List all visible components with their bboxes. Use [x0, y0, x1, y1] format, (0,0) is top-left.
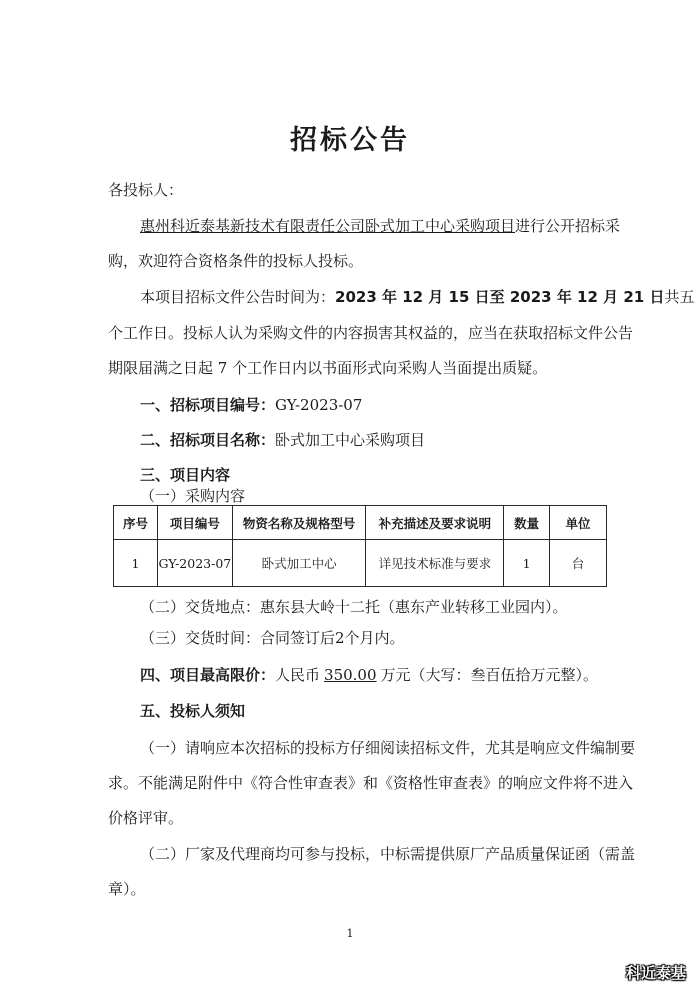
header-item-name: 物资名称及规格型号 — [232, 506, 366, 540]
cell-serial: 1 — [114, 540, 158, 587]
section-1 — [140, 395, 362, 415]
project-name: 惠州科近泰基新技术有限责任公司卧式加工中心采购项目 — [140, 217, 516, 235]
notice-item-1-line-3: 价格评审。 — [108, 809, 184, 827]
section-2 — [140, 430, 425, 450]
section-4 — [140, 665, 598, 685]
notice-dates: 2023 年 12 月 15 日至 2023 年 12 月 21 日 — [335, 288, 665, 306]
salutation: 各投标人： — [108, 181, 184, 199]
header-project-number: 项目编号 — [157, 506, 232, 540]
section-1-label: 一、招标项目编号： — [140, 396, 276, 414]
notice-item-1-line-1: （一）请响应本次招标的投标方仔细阅读招标文件，尤其是响应文件编制要 — [140, 739, 636, 757]
section-3-heading: 三、项目内容 — [140, 466, 231, 484]
cell-project-number: GY-2023-07 — [157, 540, 232, 587]
notice-line-3: 期限届满之日起 7 个工作日内以书面形式向采购人当面提出质疑。 — [108, 359, 548, 377]
price-amount: 350.00 — [324, 666, 377, 684]
notice-item-2-line-2: 章）。 — [108, 880, 146, 898]
notice-prefix: 本项目招标文件公告时间为： — [140, 288, 336, 306]
header-quantity: 数量 — [504, 506, 550, 540]
notice-suffix: 共五 — [664, 288, 695, 306]
document-title: 招标公告 — [290, 125, 410, 156]
table-row — [114, 540, 607, 587]
section-5-heading: 五、投标人须知 — [140, 702, 246, 720]
price-prefix: 人民币 — [275, 666, 321, 684]
header-serial: 序号 — [114, 506, 158, 540]
cell-quantity: 1 — [504, 540, 550, 587]
cell-unit: 台 — [550, 540, 607, 587]
header-unit: 单位 — [550, 506, 607, 540]
cell-item-name: 卧式加工中心 — [232, 540, 366, 587]
page-number: 1 — [346, 927, 354, 940]
intro-line-1 — [140, 216, 620, 236]
section-2-label: 二、招标项目名称： — [140, 431, 276, 449]
notice-item-1-line-2: 求。不能满足附件中《符合性审查表》和《资格性审查表》的响应文件将不进入 — [108, 774, 634, 792]
delivery-time: （三）交货时间：合同签订后2个月内。 — [140, 629, 405, 647]
notice-line-2: 个工作日。投标人认为采购文件的内容损害其权益的，应当在获取招标文件公告 — [108, 324, 634, 342]
procurement-table — [113, 505, 607, 587]
notice-item-2-line-1: （二）厂家及代理商均可参与投标，中标需提供原厂产品质量保证函（需盖 — [140, 845, 636, 863]
intro-line-1-rest: 进行公开招标采 — [515, 217, 621, 235]
section-4-label: 四、项目最高限价： — [140, 666, 276, 684]
header-description: 补充描述及要求说明 — [366, 506, 504, 540]
intro-line-2: 购，欢迎符合资格条件的投标人投标。 — [108, 252, 364, 270]
delivery-place: （二）交货地点：惠东县大岭十二托（惠东产业转移工业园内）。 — [140, 598, 568, 616]
cell-description: 详见技术标准与要求 — [366, 540, 504, 587]
project-number: GY-2023-07 — [275, 396, 363, 414]
project-title-value: 卧式加工中心采购项目 — [275, 431, 426, 449]
table-header-row — [114, 506, 607, 540]
price-suffix: 万元（大写：叁百伍拾万元整）。 — [380, 666, 599, 684]
notice-line-1 — [140, 287, 694, 307]
section-3-subheading: （一）采购内容 — [140, 487, 246, 505]
watermark-label: 科近泰基 — [625, 964, 686, 982]
